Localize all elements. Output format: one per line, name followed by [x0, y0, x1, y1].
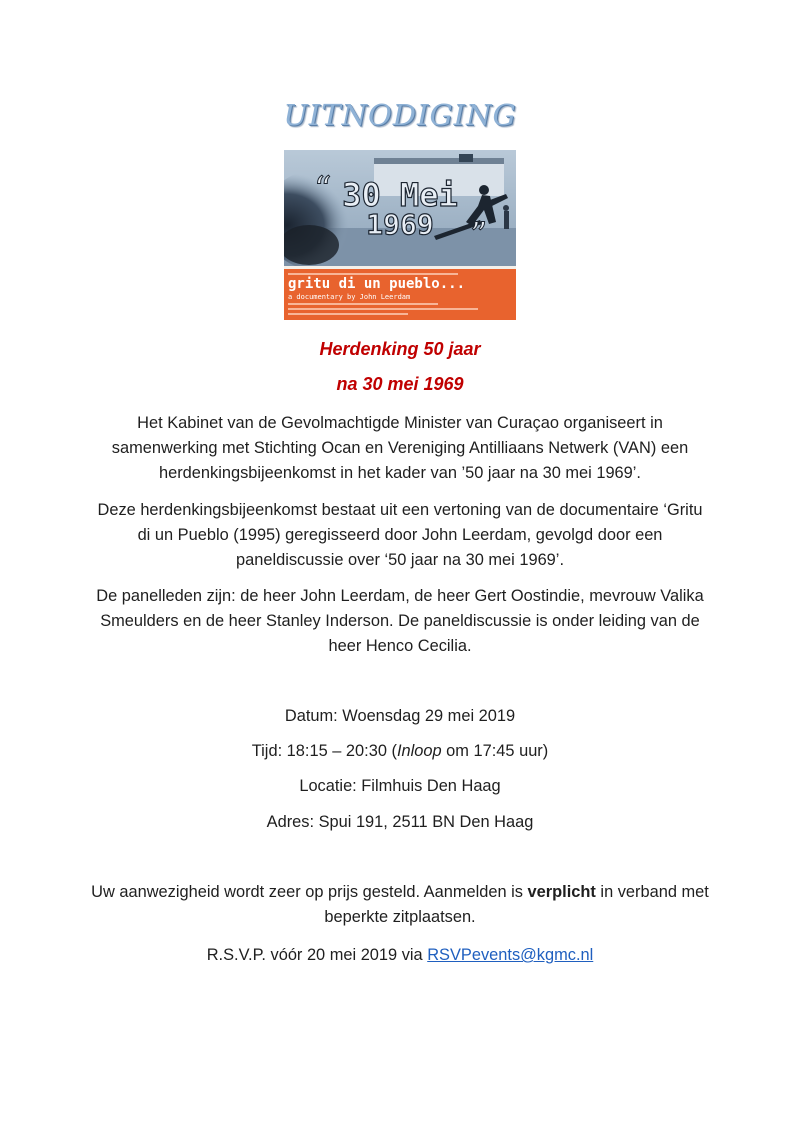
film-poster-image [284, 150, 516, 320]
program-paragraph: Deze herdenkingsbijeenkomst bestaat uit een vertoning van de documentaire ‘Gritu di un Pueblo (1995) geregisseerd door John Leerdam, gevolgd door een paneldiscussie over ‘50 jaar na 30 mei 1969’. [97, 501, 703, 569]
svg-text:”: ” [470, 215, 488, 255]
event-time-suffix: om 17:45 uur) [441, 742, 549, 760]
closing-text-after: in verband met beperkte zitplaatsen. [324, 883, 709, 926]
closing-paragraph [90, 880, 710, 930]
closing-text-bold: verplicht [527, 883, 596, 901]
event-address: Adres: Spui 191, 2511 BN Den Haag [266, 813, 534, 831]
panel-paragraph: De panelleden zijn: de heer John Leerdam, de heer Gert Oostindie, mevrouw Valika Smeulders en de heer Stanley Inderson. De paneldiscussie is onder leiding van de heer Henco Cecilia. [96, 587, 704, 655]
rsvp-line [0, 944, 800, 966]
closing-text-before: Uw aanwezigheid wordt zeer op prijs gesteld. Aanmelden is [91, 883, 528, 901]
event-time-italic: Inloop [396, 742, 442, 760]
poster-byline: a documentary by John Leerdam [288, 293, 411, 301]
subheading-line2: na 30 mei 1969 [336, 374, 464, 394]
rsvp-prefix: R.S.V.P. vóór 20 mei 2019 via [206, 946, 428, 964]
poster-title-line1: 30 Mei [342, 176, 458, 214]
event-time [0, 740, 800, 762]
event-date: Datum: Woensdag 29 mei 2019 [284, 707, 516, 725]
event-time-prefix: Tijd: 18:15 – 20:30 ( [251, 742, 397, 760]
subheading-line1: Herdenking 50 jaar [319, 339, 481, 359]
event-location: Locatie: Filmhuis Den Haag [299, 777, 501, 795]
svg-text:“: “ [314, 169, 332, 209]
page-title: UITNODIGING [283, 98, 517, 132]
rsvp-email-link[interactable]: RSVPevents@kgmc.nl [427, 946, 594, 964]
poster-film-title: gritu di un pueblo... [288, 276, 466, 292]
intro-paragraph: Het Kabinet van de Gevolmachtigde Minister van Curaçao organiseert in samenwerking met Stichting Ocan en Vereniging Antilliaans Netwerk (VAN) een herdenkingsbijeenkomst in het kader van ’50 jaar na 30 mei 1969’. [111, 414, 689, 482]
poster-title-line2: 1969 [366, 208, 434, 241]
